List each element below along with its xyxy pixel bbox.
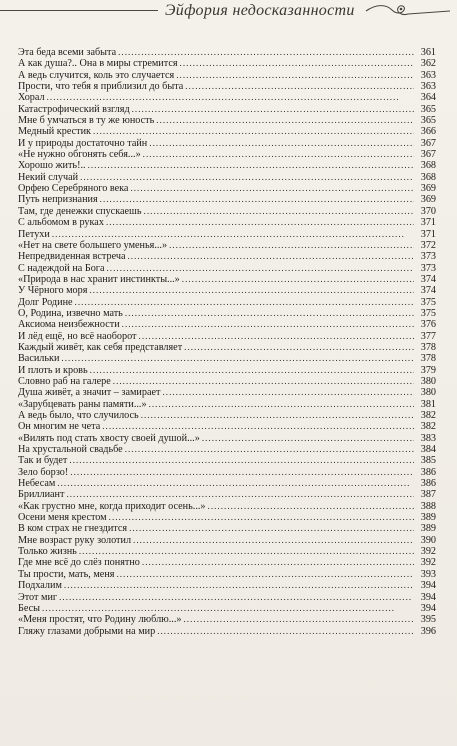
toc-entry-page-number: 389 bbox=[420, 523, 436, 535]
toc-entry-title: Хорал bbox=[18, 92, 45, 104]
dot-leader bbox=[180, 58, 414, 69]
toc-entry-title: «Природа в нас хранит инстинкты...» bbox=[18, 273, 180, 285]
toc-entry bbox=[18, 523, 436, 534]
toc-entry-title: Мне б умчаться в ту же юность bbox=[18, 115, 155, 127]
toc-entry-title: В ком страх не гнездится bbox=[18, 523, 128, 535]
toc-entry bbox=[18, 58, 436, 69]
dot-leader bbox=[107, 263, 415, 274]
toc-entry-title: Путь непризнания bbox=[18, 194, 98, 206]
toc-entry-title: У Чёрного моря bbox=[18, 285, 88, 297]
toc-entry-page-number: 370 bbox=[420, 205, 436, 217]
toc-entry bbox=[18, 535, 436, 546]
toc-entry-title: Он многим не чета bbox=[18, 421, 101, 433]
toc-entry bbox=[18, 240, 436, 251]
dot-leader bbox=[130, 183, 414, 194]
toc-entry-page-number: 393 bbox=[420, 568, 436, 580]
toc-entry-page-number: 363 bbox=[420, 69, 436, 81]
dot-leader bbox=[176, 70, 414, 81]
toc-entry-title: «Зарубцевать раны памяти...» bbox=[18, 398, 147, 410]
toc-entry-page-number: 389 bbox=[420, 512, 436, 524]
toc-entry-title: Медный крестик bbox=[18, 126, 91, 138]
toc-entry-page-number: 381 bbox=[420, 398, 436, 410]
dot-leader bbox=[118, 47, 414, 58]
toc-entry-title: Каждый живёт, как себя представляет bbox=[18, 341, 183, 353]
toc-entry bbox=[18, 160, 436, 171]
toc-entry-page-number: 386 bbox=[420, 478, 436, 490]
dot-leader bbox=[70, 467, 414, 478]
toc-entry bbox=[18, 104, 436, 115]
dot-leader bbox=[132, 104, 414, 115]
toc-entry bbox=[18, 172, 436, 183]
dot-leader bbox=[59, 592, 414, 603]
toc-entry-page-number: 380 bbox=[420, 375, 436, 387]
toc-entry bbox=[18, 467, 436, 478]
dot-leader bbox=[109, 512, 414, 523]
toc-entry bbox=[18, 285, 436, 296]
toc-entry-page-number: 369 bbox=[420, 183, 436, 195]
dot-leader bbox=[61, 353, 414, 364]
toc-entry bbox=[18, 478, 436, 489]
toc-entry bbox=[18, 421, 436, 432]
toc-entry-page-number: 373 bbox=[420, 262, 436, 274]
header-rule bbox=[0, 10, 158, 11]
toc-entry bbox=[18, 410, 436, 421]
toc-entry-title: С надеждой на Бога bbox=[18, 262, 105, 274]
table-of-contents bbox=[18, 47, 436, 637]
dot-leader bbox=[47, 92, 414, 103]
toc-entry-title: А ведь случится, коль это случается bbox=[18, 69, 175, 81]
toc-entry-page-number: 369 bbox=[420, 194, 436, 206]
toc-entry-title: «Как грустно мне, когда приходит осень...» bbox=[18, 500, 206, 512]
toc-entry-title: «Нет на свете большего уменья...» bbox=[18, 239, 168, 251]
toc-entry-title: Орфею Серебряного века bbox=[18, 183, 129, 195]
dot-leader bbox=[125, 308, 414, 319]
toc-entry bbox=[18, 81, 436, 92]
toc-entry-title: Где мне всё до слёз понятно bbox=[18, 557, 140, 569]
dot-leader bbox=[144, 206, 414, 217]
dot-leader bbox=[129, 523, 414, 534]
toc-entry-page-number: 368 bbox=[420, 171, 436, 183]
toc-entry bbox=[18, 263, 436, 274]
toc-entry bbox=[18, 512, 436, 523]
toc-entry-page-number: 394 bbox=[420, 591, 436, 603]
dot-leader bbox=[184, 614, 415, 625]
toc-entry-title: Там, где денежки спускаешь bbox=[18, 205, 142, 217]
toc-entry-page-number: 363 bbox=[420, 81, 436, 93]
toc-entry bbox=[18, 387, 436, 398]
toc-entry-title: И лёд ещё, но всё наоборот bbox=[18, 330, 137, 342]
toc-entry-title: Подхалим bbox=[18, 580, 62, 592]
toc-entry-title: Так и будет bbox=[18, 455, 68, 467]
toc-entry-title: Долг Родине bbox=[18, 296, 73, 308]
dot-leader bbox=[133, 535, 414, 546]
dot-leader bbox=[208, 501, 414, 512]
toc-entry bbox=[18, 455, 436, 466]
toc-entry bbox=[18, 319, 436, 330]
dot-leader bbox=[143, 149, 414, 160]
dot-leader bbox=[156, 115, 414, 126]
dot-leader bbox=[64, 580, 414, 591]
toc-entry-title: «Меня простят, что Родину люблю...» bbox=[18, 614, 182, 626]
dot-leader bbox=[75, 297, 414, 308]
dot-leader bbox=[79, 546, 414, 557]
dot-leader bbox=[149, 138, 414, 149]
toc-entry bbox=[18, 376, 436, 387]
toc-entry bbox=[18, 194, 436, 205]
toc-entry bbox=[18, 580, 436, 591]
toc-entry-page-number: 394 bbox=[420, 580, 436, 592]
toc-entry-page-number: 379 bbox=[420, 364, 436, 376]
toc-entry bbox=[18, 569, 436, 580]
toc-entry bbox=[18, 70, 436, 81]
toc-entry-page-number: 365 bbox=[420, 115, 436, 127]
toc-entry-title: «Вилять под стать хвосту своей душой...» bbox=[18, 432, 200, 444]
dot-leader bbox=[157, 626, 414, 637]
toc-entry-page-number: 367 bbox=[420, 149, 436, 161]
toc-entry-title: Зело борзо! bbox=[18, 466, 69, 478]
toc-entry-page-number: 396 bbox=[420, 625, 436, 637]
toc-entry-page-number: 378 bbox=[420, 341, 436, 353]
running-header bbox=[0, 0, 457, 38]
toc-entry bbox=[18, 557, 436, 568]
toc-entry-page-number: 394 bbox=[420, 602, 436, 614]
toc-entry-page-number: 375 bbox=[420, 307, 436, 319]
dot-leader bbox=[52, 229, 414, 240]
toc-entry-title: Ты прости, мать, меня bbox=[18, 568, 115, 580]
toc-entry-title: Бесы bbox=[18, 602, 40, 614]
toc-entry-page-number: 366 bbox=[420, 126, 436, 138]
toc-entry-title: С альбомом в руках bbox=[18, 217, 104, 229]
toc-entry bbox=[18, 489, 436, 500]
toc-entry-title: Аксиома неизбежности bbox=[18, 319, 120, 331]
toc-entry bbox=[18, 501, 436, 512]
toc-entry-title: О, Родина, извечно мать bbox=[18, 307, 123, 319]
toc-entry-page-number: 368 bbox=[420, 160, 436, 172]
dot-leader bbox=[89, 285, 414, 296]
toc-entry-title: На хрустальной свадьбе bbox=[18, 444, 123, 456]
toc-entry-title: Словно раб на галере bbox=[18, 375, 111, 387]
toc-entry-title: Бриллиант bbox=[18, 489, 65, 501]
dot-leader bbox=[113, 376, 414, 387]
toc-entry-title: Эта беда всеми забыта bbox=[18, 47, 117, 58]
dot-leader bbox=[127, 251, 414, 262]
toc-entry-page-number: 378 bbox=[420, 353, 436, 365]
toc-entry-page-number: 380 bbox=[420, 387, 436, 399]
toc-entry bbox=[18, 433, 436, 444]
toc-entry bbox=[18, 365, 436, 376]
dot-leader bbox=[185, 81, 414, 92]
toc-entry-title: «Не нужно обгонять себя...» bbox=[18, 149, 141, 161]
toc-entry-page-number: 392 bbox=[420, 557, 436, 569]
toc-entry-page-number: 374 bbox=[420, 285, 436, 297]
toc-entry-page-number: 362 bbox=[420, 58, 436, 70]
toc-entry bbox=[18, 399, 436, 410]
toc-entry bbox=[18, 92, 436, 103]
dot-leader bbox=[106, 217, 414, 228]
dot-leader bbox=[149, 399, 414, 410]
toc-entry bbox=[18, 217, 436, 228]
toc-entry-title: А ведь было, что случилось bbox=[18, 410, 139, 421]
dot-leader bbox=[90, 365, 414, 376]
toc-entry-title: Петухи bbox=[18, 228, 50, 240]
dot-leader bbox=[80, 172, 414, 183]
toc-entry-page-number: 377 bbox=[420, 330, 436, 342]
toc-entry-page-number: 384 bbox=[420, 444, 436, 456]
dot-leader bbox=[57, 478, 414, 489]
toc-entry bbox=[18, 353, 436, 364]
toc-entry-title: Некий случай bbox=[18, 171, 79, 183]
dot-leader bbox=[184, 342, 414, 353]
toc-entry-title: Этот миг bbox=[18, 591, 58, 603]
toc-entry bbox=[18, 115, 436, 126]
dot-leader bbox=[69, 455, 414, 466]
toc-entry-page-number: 373 bbox=[420, 251, 436, 263]
toc-entry bbox=[18, 546, 436, 557]
toc-entry bbox=[18, 308, 436, 319]
toc-entry-title: Гляжу глазами добрыми на мир bbox=[18, 625, 156, 637]
toc-entry-title: Прости, что тебя я приблизил до быта bbox=[18, 81, 184, 93]
flourish-ornament-icon bbox=[364, 0, 452, 22]
header-title: Эйфория недосказанности bbox=[165, 2, 355, 19]
dot-leader bbox=[202, 433, 414, 444]
toc-entry-page-number: 372 bbox=[420, 239, 436, 251]
toc-entry-page-number: 390 bbox=[420, 534, 436, 546]
toc-entry-page-number: 392 bbox=[420, 546, 436, 558]
toc-entry-title: И у природы достаточно тайн bbox=[18, 137, 148, 149]
toc-entry bbox=[18, 149, 436, 160]
toc-entry-page-number: 382 bbox=[420, 410, 436, 421]
toc-entry bbox=[18, 603, 436, 614]
toc-entry-title: Непредвиденная встреча bbox=[18, 251, 126, 263]
toc-entry-title: Только жизнь bbox=[18, 546, 77, 558]
toc-entry-title: Душа живёт, а значит – замирает bbox=[18, 387, 161, 399]
dot-leader bbox=[125, 444, 414, 455]
toc-entry-page-number: 385 bbox=[420, 455, 436, 467]
toc-entry-page-number: 375 bbox=[420, 296, 436, 308]
toc-entry-title: Осени меня крестом bbox=[18, 512, 107, 524]
toc-entry-page-number: 383 bbox=[420, 432, 436, 444]
toc-entry bbox=[18, 47, 436, 58]
toc-entry-page-number: 376 bbox=[420, 319, 436, 331]
dot-leader bbox=[102, 421, 414, 432]
toc-entry-page-number: 367 bbox=[420, 137, 436, 149]
toc-entry bbox=[18, 183, 436, 194]
dot-leader bbox=[88, 160, 414, 171]
dot-leader bbox=[142, 557, 414, 568]
toc-entry-page-number: 387 bbox=[420, 489, 436, 501]
toc-entry bbox=[18, 274, 436, 285]
toc-entry-page-number: 374 bbox=[420, 273, 436, 285]
dot-leader bbox=[122, 319, 414, 330]
toc-entry bbox=[18, 626, 436, 637]
toc-entry bbox=[18, 342, 436, 353]
toc-entry-page-number: 382 bbox=[420, 421, 436, 433]
toc-entry bbox=[18, 126, 436, 137]
toc-entry-title: Хорошо жить!.. bbox=[18, 160, 86, 172]
dot-leader bbox=[93, 126, 414, 137]
toc-entry-title: Васильки bbox=[18, 353, 60, 365]
toc-entry bbox=[18, 297, 436, 308]
toc-entry-page-number: 386 bbox=[420, 466, 436, 478]
toc-entry-title: Небесам bbox=[18, 478, 56, 490]
toc-entry-title: И плоть и кровь bbox=[18, 364, 88, 376]
toc-entry bbox=[18, 229, 436, 240]
toc-entry-page-number: 371 bbox=[420, 228, 436, 240]
toc-entry-page-number: 388 bbox=[420, 500, 436, 512]
toc-entry-title: Мне возраст руку золотил bbox=[18, 534, 132, 546]
toc-entry bbox=[18, 331, 436, 342]
toc-entry-page-number: 395 bbox=[420, 614, 436, 626]
toc-entry-page-number: 364 bbox=[420, 92, 436, 104]
dot-leader bbox=[66, 489, 414, 500]
toc-entry bbox=[18, 206, 436, 217]
toc-entry bbox=[18, 592, 436, 603]
toc-entry bbox=[18, 444, 436, 455]
dot-leader bbox=[169, 240, 414, 251]
dot-leader bbox=[100, 194, 414, 205]
dot-leader bbox=[182, 274, 414, 285]
dot-leader bbox=[116, 569, 414, 580]
toc-entry-page-number: 371 bbox=[420, 217, 436, 229]
dot-leader bbox=[139, 331, 414, 342]
toc-entry bbox=[18, 614, 436, 625]
toc-entry-title: Катастрофический взгляд bbox=[18, 103, 130, 115]
toc-entry bbox=[18, 251, 436, 262]
toc-entry-page-number: 361 bbox=[420, 47, 436, 58]
dot-leader bbox=[141, 410, 414, 421]
toc-entry-title: А как душа?.. Она в миры стремится bbox=[18, 58, 178, 70]
dot-leader bbox=[162, 387, 414, 398]
dot-leader bbox=[42, 603, 414, 614]
toc-entry bbox=[18, 138, 436, 149]
toc-entry-page-number: 365 bbox=[420, 103, 436, 115]
